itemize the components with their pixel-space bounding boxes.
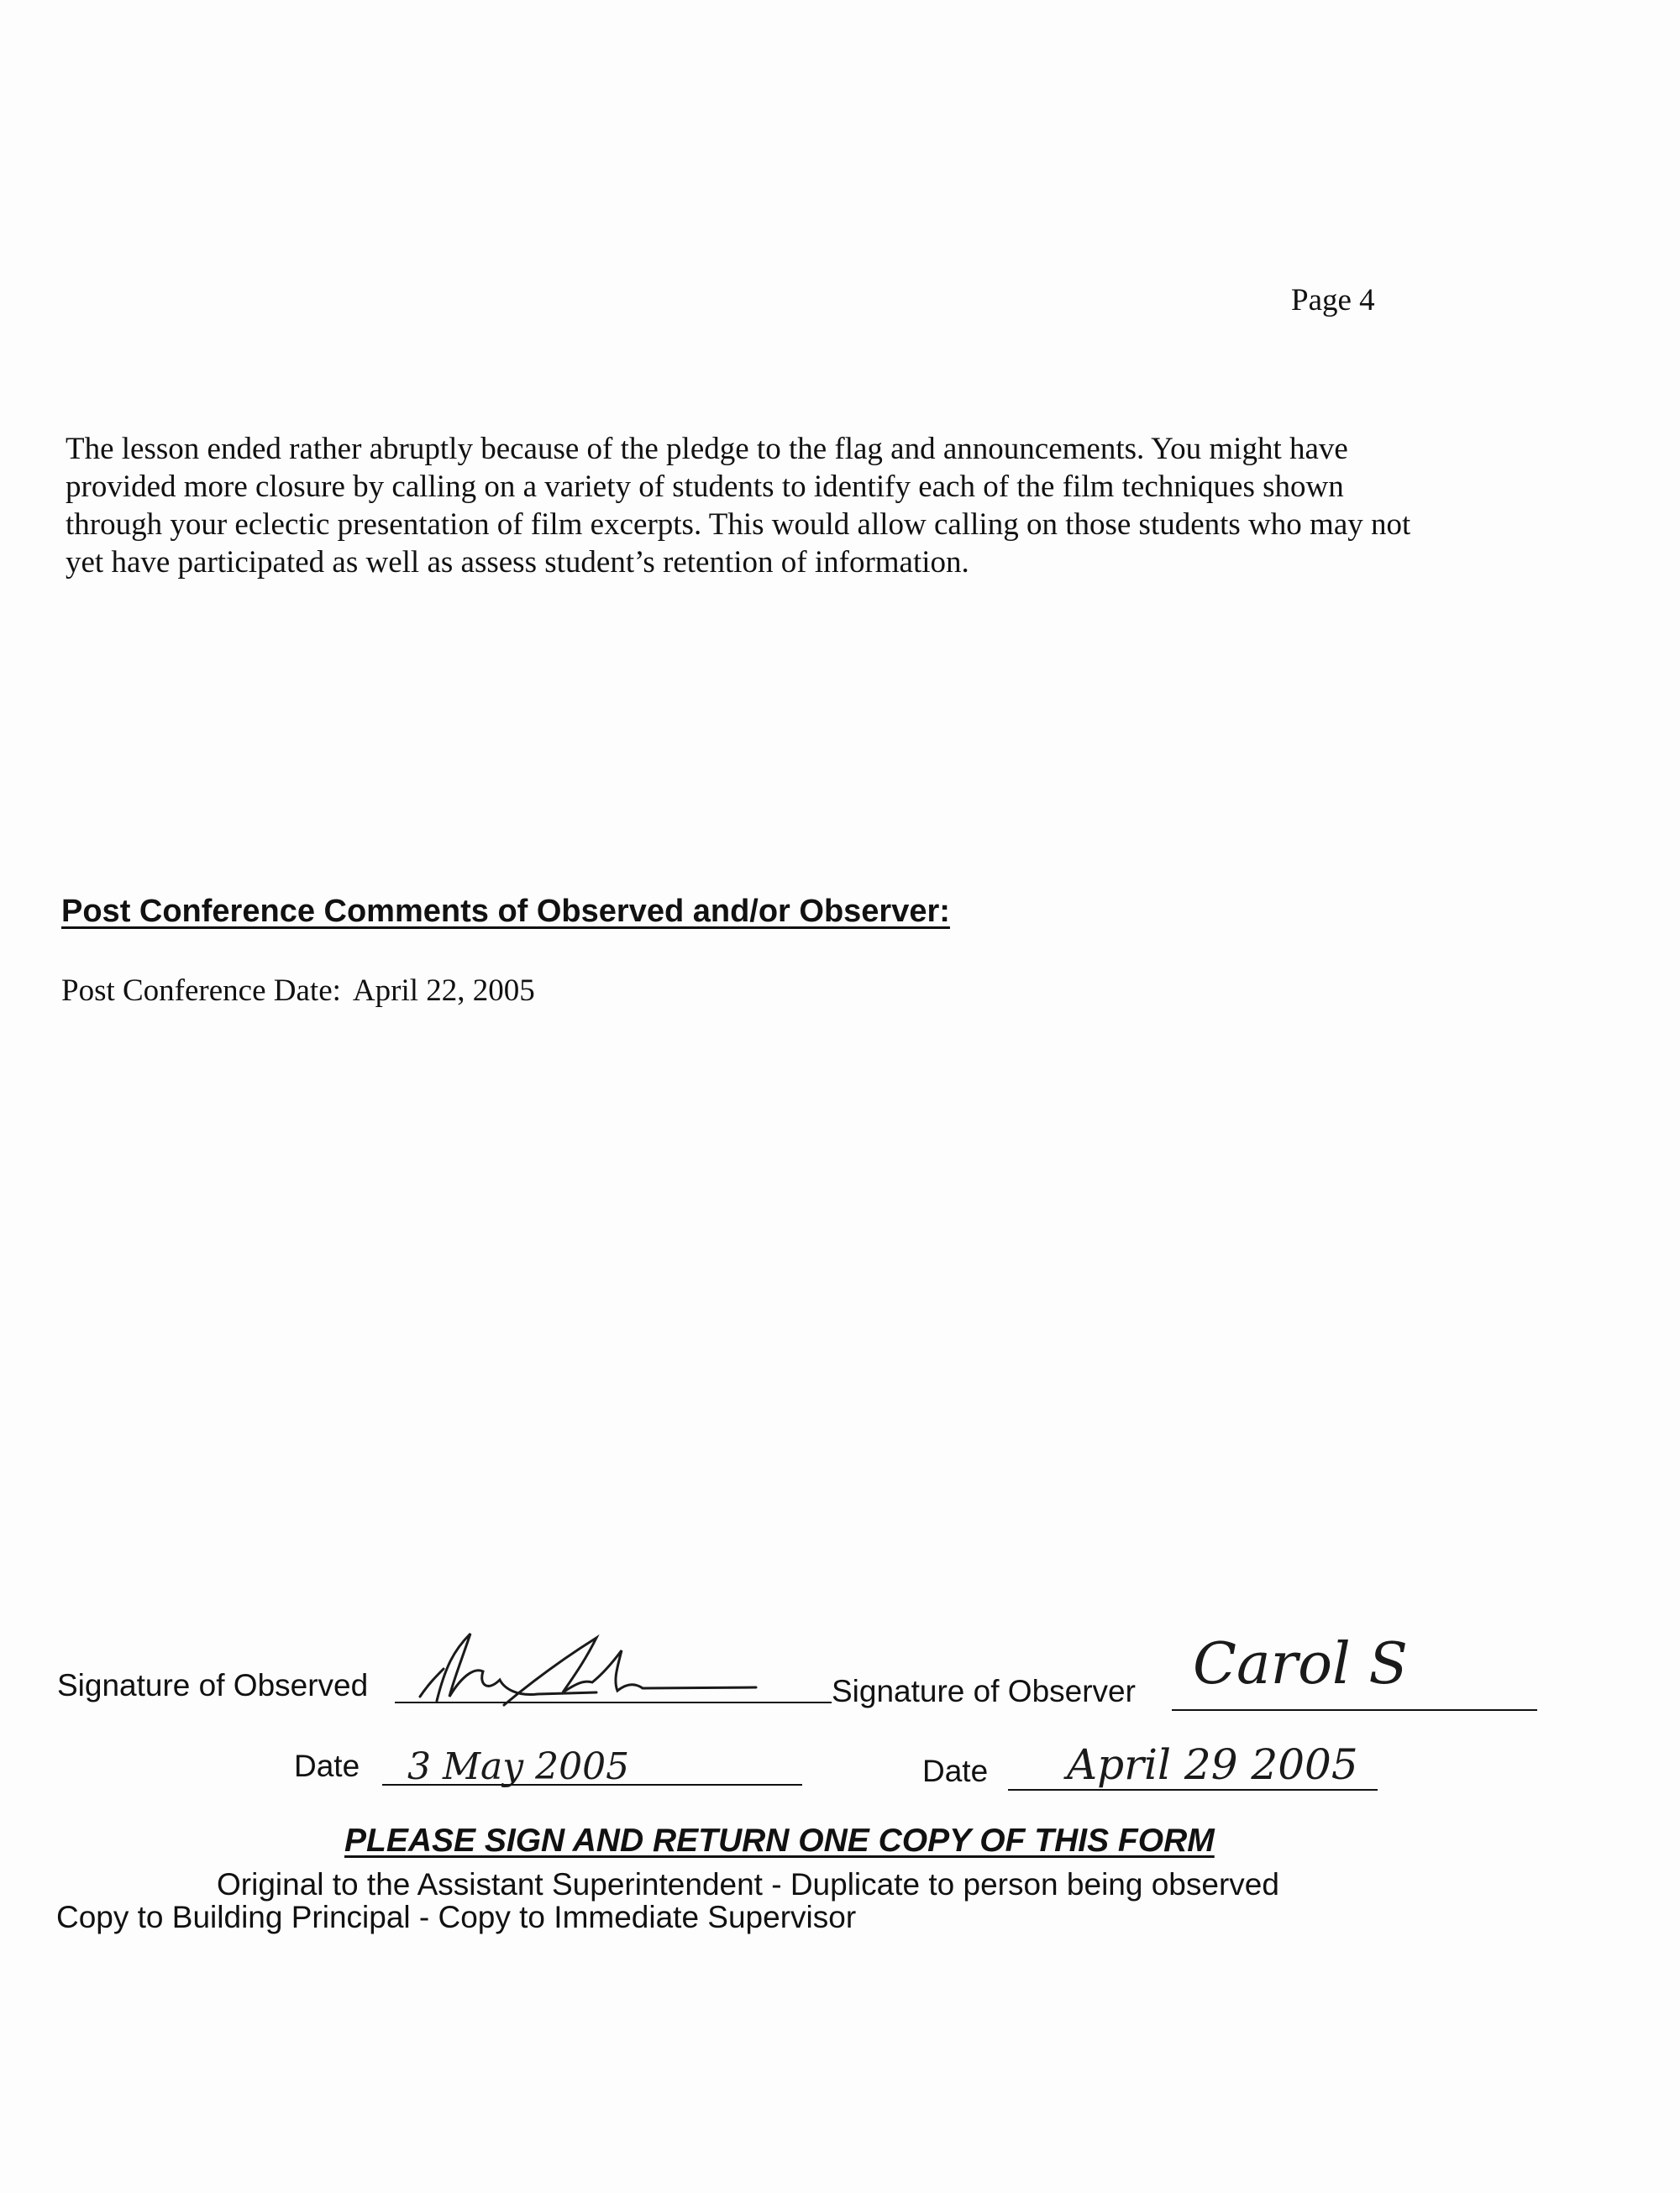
observed-date-label: Date — [294, 1749, 360, 1783]
observer-signature-line — [1172, 1709, 1537, 1711]
paragraph-line: provided more closure by calling on a variety of students to identify each of the film techniques shown — [66, 470, 1344, 504]
observed-signature-label: Signature of Observed — [57, 1668, 369, 1702]
paragraph-line: yet have participated as well as assess student’s retention of information. — [66, 545, 969, 580]
observer-date-value: April 29 2005 — [1067, 1740, 1358, 1789]
post-conference-date-label: Post Conference Date: — [61, 973, 341, 1008]
paragraph-line: through your eclectic presentation of film excerpts. This would allow calling on those students who may not — [66, 507, 1411, 542]
observer-date-line — [1008, 1789, 1378, 1791]
post-conference-date — [61, 973, 535, 1009]
paragraph-line: The lesson ended rather abruptly because of the pledge to the flag and announcements. You might have — [66, 432, 1348, 466]
distribution-line-2: Copy to Building Principal - Copy to Immediate Supervisor — [56, 1900, 857, 1934]
distribution-line-1: Original to the Assistant Superintendent - Duplicate to person being observed — [217, 1867, 1279, 1902]
observer-date-label: Date — [922, 1754, 989, 1788]
observer-signature-label: Signature of Observer — [832, 1674, 1136, 1708]
post-conference-heading: Post Conference Comments of Observed and/or Observer: — [61, 894, 950, 929]
observed-signature-image — [403, 1617, 790, 1709]
page-number: Page 4 — [1291, 283, 1375, 317]
return-instruction-heading: PLEASE SIGN AND RETURN ONE COPY OF THIS FORM — [344, 1823, 1215, 1859]
post-conference-date-value: April 22, 2005 — [352, 973, 535, 1008]
observed-date-value: 3 May 2005 — [407, 1745, 630, 1788]
observation-comment-paragraph — [66, 430, 1561, 581]
observer-signature-image: Carol S — [1193, 1631, 1408, 1697]
